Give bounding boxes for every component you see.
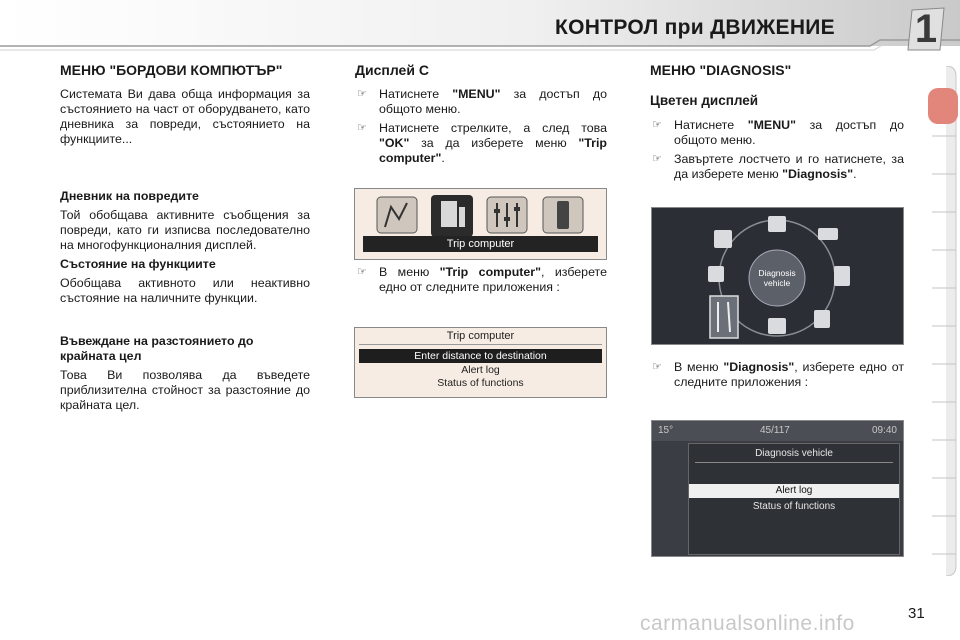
wheel-option-icon <box>814 310 830 328</box>
display-c-menu-screen <box>354 188 607 260</box>
audio-icon <box>377 197 417 233</box>
diagnosis-panel <box>688 443 900 555</box>
list-item: Status of functions <box>437 377 524 389</box>
temperature-readout: 15° <box>658 425 674 436</box>
pointing-hand-icon: ☞ <box>357 122 367 134</box>
pointing-hand-icon: ☞ <box>652 119 662 131</box>
side-tab-active <box>928 88 958 124</box>
chapter-badge <box>906 6 946 52</box>
column-middle-lower <box>355 265 607 295</box>
instruction-step: ☞ Натиснете "MENU" за достъп до общото меню. <box>357 87 607 116</box>
menu-selection-label: Trip computer <box>446 238 515 250</box>
clock-readout: 09:40 <box>871 425 897 436</box>
column-left <box>60 62 310 413</box>
instruction-step: ☞ Натиснете "MENU" за достъп до общото меню. <box>652 118 904 147</box>
section-title-diagnosis: МЕНЮ "DIAGNOSIS" <box>650 62 792 78</box>
warning-icon <box>768 216 786 232</box>
telephone-icon <box>543 197 583 233</box>
settings-sliders-icon <box>487 197 527 233</box>
column-right-lower <box>650 360 904 390</box>
diagnosis-wheel-screen <box>651 207 904 345</box>
column-middle <box>355 62 607 166</box>
wheel-option-icon <box>708 266 724 282</box>
divider <box>359 344 602 345</box>
pointing-hand-icon: ☞ <box>357 266 367 278</box>
section-title-board-computer: МЕНЮ "БОРДОВИ КОМПЮТЪР" <box>60 62 283 78</box>
instruction-step: ☞ В меню "Trip computer", изберете едно от следните приложения : <box>357 265 607 294</box>
panel-header: Diagnosis vehicle <box>755 448 833 459</box>
pointing-hand-icon: ☞ <box>652 361 662 373</box>
status-readout: 45/117 <box>760 425 790 436</box>
fault-log-text: Той обобщава активните съобщения за повреди, като ги изписва последователно на многофункционалния дисплей. <box>60 208 310 252</box>
screen-header: Trip computer <box>446 330 515 342</box>
heading-function-status: Състояние на функциите <box>60 257 216 271</box>
intro-text: Системата Ви дава обща информация за състоянието на част от оборудването, като дневника за повреди, състоянието на функциите... <box>60 87 310 146</box>
watermark: carmanualsonline.info <box>640 612 855 635</box>
wheel-option-icon <box>818 228 838 240</box>
column-right <box>650 62 904 182</box>
wheel-center-line2: vehicle <box>763 278 791 288</box>
selected-wrench-icon <box>710 296 738 338</box>
trip-computer-screen <box>354 327 607 398</box>
instruction-step: ☞ В меню "Diagnosis", изберете едно от следните приложения : <box>652 360 904 389</box>
list-item: Alert log <box>461 364 500 376</box>
trip-computer-icon <box>431 195 473 237</box>
wheel-center-line1: Diagnosis <box>758 268 796 278</box>
list-item: Status of functions <box>752 501 836 512</box>
list-item: Enter distance to destination <box>359 349 602 363</box>
wheel-option-icon <box>768 318 786 334</box>
wheel-center-label <box>747 268 807 288</box>
heading-distance-entry: Въвеждане на разстоянието до крайната цел <box>60 334 254 363</box>
list-item: Alert log <box>689 484 899 498</box>
pointing-hand-icon: ☞ <box>357 88 367 100</box>
page-title: КОНТРОЛ при ДВИЖЕНИЕ <box>555 16 835 39</box>
instruction-step: ☞ Завъртете лостчето и го натиснете, за да изберете меню "Diagnosis". <box>652 152 904 181</box>
chapter-number: 1 <box>914 7 938 51</box>
side-tab-shapes <box>926 66 960 576</box>
page-number: 31 <box>908 605 925 622</box>
heading-color-display: Цветен дисплей <box>650 93 759 108</box>
wheel-option-icon <box>834 266 850 286</box>
status-bar <box>652 421 903 441</box>
heading-fault-log: Дневник на повредите <box>60 189 199 203</box>
side-tab-strip <box>926 66 960 576</box>
divider <box>695 462 893 463</box>
distance-entry-text: Това Ви позволява да въведете приблизителна стойност за разстояние до крайната цел. <box>60 368 310 412</box>
instruction-step: ☞ Натиснете стрелките, а след това "OK" за да изберете меню "Trip computer". <box>357 121 607 165</box>
section-title-display-c: Дисплей С <box>355 62 429 78</box>
function-status-text: Обобщава активното или неактивно състояние на наличните функции. <box>60 276 310 305</box>
wheel-option-icon <box>714 230 732 248</box>
diagnosis-vehicle-screen <box>651 420 904 557</box>
pointing-hand-icon: ☞ <box>652 153 662 165</box>
